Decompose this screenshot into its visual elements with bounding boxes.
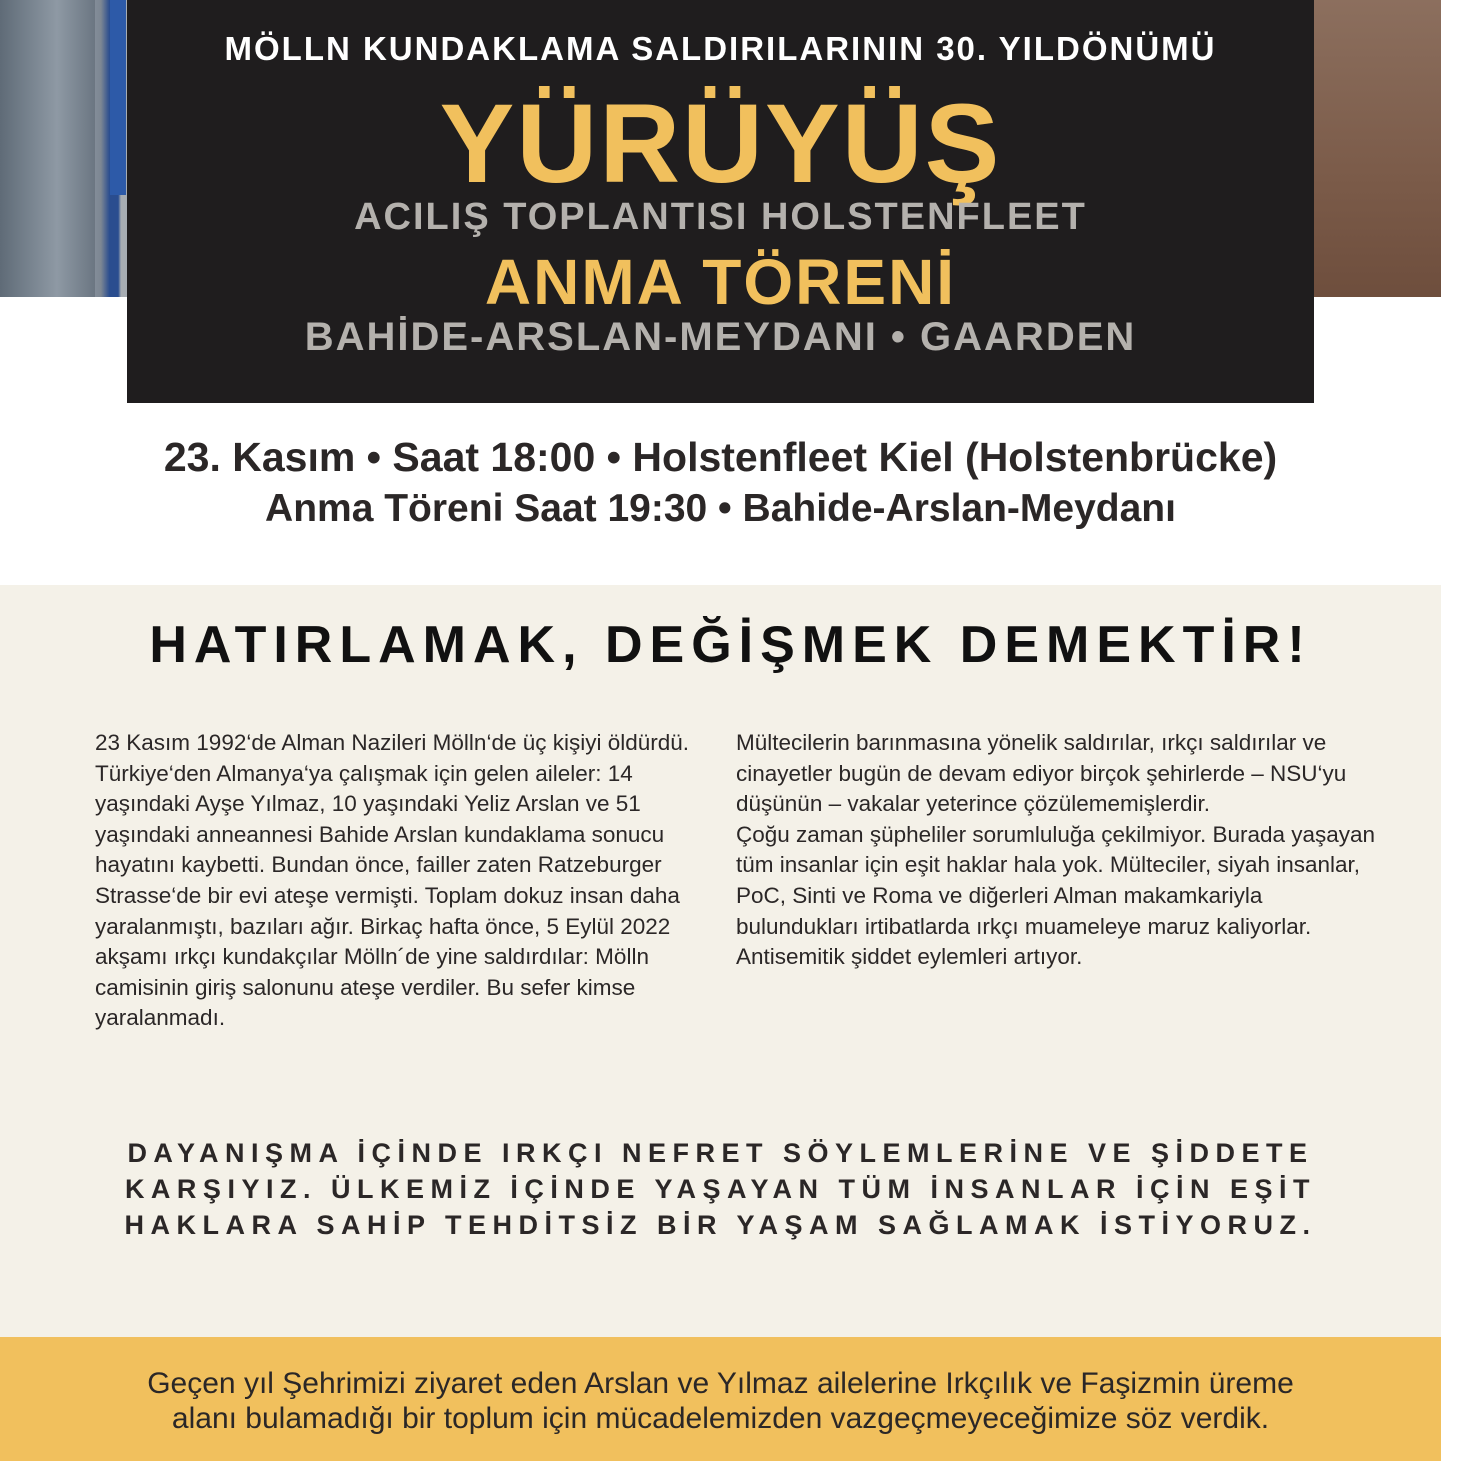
body-paragraph: Mültecilerin barınmasına yönelik saldırılar, ırkçı saldırılar ve cinayetler bugün de devam ediyor birçok şehirlerde – NSU‘yu düşünün – vakalar yeterince çözülememişlerdir. bbox=[736, 730, 1347, 817]
slogan-heading: HATIRLAMAK, DEĞİŞMEK DEMEKTİR! bbox=[149, 616, 1312, 674]
body-text-left bbox=[95, 728, 720, 1034]
footer-line: Geçen yıl Şehrimizi ziyaret eden Arslan ve Yılmaz ailelerine Irkçılık ve Faşizmin üreme bbox=[147, 1367, 1294, 1400]
photo-right-edge bbox=[1311, 0, 1441, 297]
body-paragraph: 23 Kasım 1992‘de Alman Nazileri Mölln‘de üç kişiyi öldürdü. Türkiye‘den Almanya‘ya çalışmak için gelen aileler: 14 yaşındaki Ayşe Yılmaz, 10 yaşındaki Yeliz Arslan ve 51 yaşındaki anneannesi Bahide Arslan kundaklama sonucu hayatını kaybetti. Bundan önce, failler zaten Ratzeburger Strasse‘de bir evi ateşe vermişti. Toplam dokuz insan daha yaralanmıştı, bazıları ağır. Birkaç hafta önce, 5 Eylül 2022 akşamı ırkçı kundakçılar Mölln´de yine saldırdılar: Mölln camisinin giriş salonunu ateşe verdiler. Bu sefer kimse yaralanmadı. bbox=[95, 730, 690, 1031]
solidarity-line: DAYANIŞMA İÇİNDE IRKÇI NEFRET SÖYLEMLERİNE VE ŞİDDETE bbox=[127, 1138, 1314, 1168]
anniversary-supertitle: MÖLLN KUNDAKLAMA SALDIRILARININ 30. YILDÖNÜMÜ bbox=[224, 30, 1217, 67]
header-box bbox=[127, 0, 1314, 403]
photo-post bbox=[0, 0, 95, 297]
body-text-right bbox=[736, 728, 1376, 973]
event-date-time-place: 23. Kasım • Saat 18:00 • Holstenfleet Kiel (Holstenbrücke) bbox=[163, 434, 1278, 480]
solidarity-line: HAKLARA SAHİP TEHDİTSİZ BİR YAŞAM SAĞLAMAK İSTİYORUZ. bbox=[124, 1210, 1317, 1240]
solidarity-line: KARŞIYIZ. ÜLKEMİZ İÇİNDE YAŞAYAN TÜM İNSANLAR İÇİN EŞİT bbox=[124, 1174, 1317, 1204]
ceremony-title: ANMA TÖRENİ bbox=[484, 246, 957, 318]
solidarity-statement bbox=[80, 1135, 1361, 1243]
ceremony-location: BAHİDE-ARSLAN-MEYDANI • GAARDEN bbox=[304, 315, 1137, 359]
footer-line: alanı bulamadığı bir toplum için mücadelemizden vazgeçmeyeceğimize söz verdik. bbox=[171, 1402, 1270, 1435]
footer-promise bbox=[0, 1366, 1441, 1436]
march-title: YÜRÜYÜŞ bbox=[439, 81, 1002, 206]
ceremony-time-place: Anma Töreni Saat 19:30 • Bahide-Arslan-Meydanı bbox=[265, 487, 1176, 530]
body-paragraph: Çoğu zaman şüpheliler sorumluluğa çekilmiyor. Burada yaşayan tüm insanlar için eşit haklar hala yok. Mülteciler, siyah insanlar, PoC, Sinti ve Roma ve diğerleri Alman makamkariyla bulundukları irtibatlarda ırkçı muameleye maruz kaliyorlar. Antisemitik şiddet eylemleri artıyor. bbox=[736, 821, 1376, 970]
photo-blue-sign bbox=[110, 0, 126, 195]
opening-rally-label: ACILIŞ TOPLANTISI HOLSTENFLEET bbox=[354, 196, 1087, 238]
